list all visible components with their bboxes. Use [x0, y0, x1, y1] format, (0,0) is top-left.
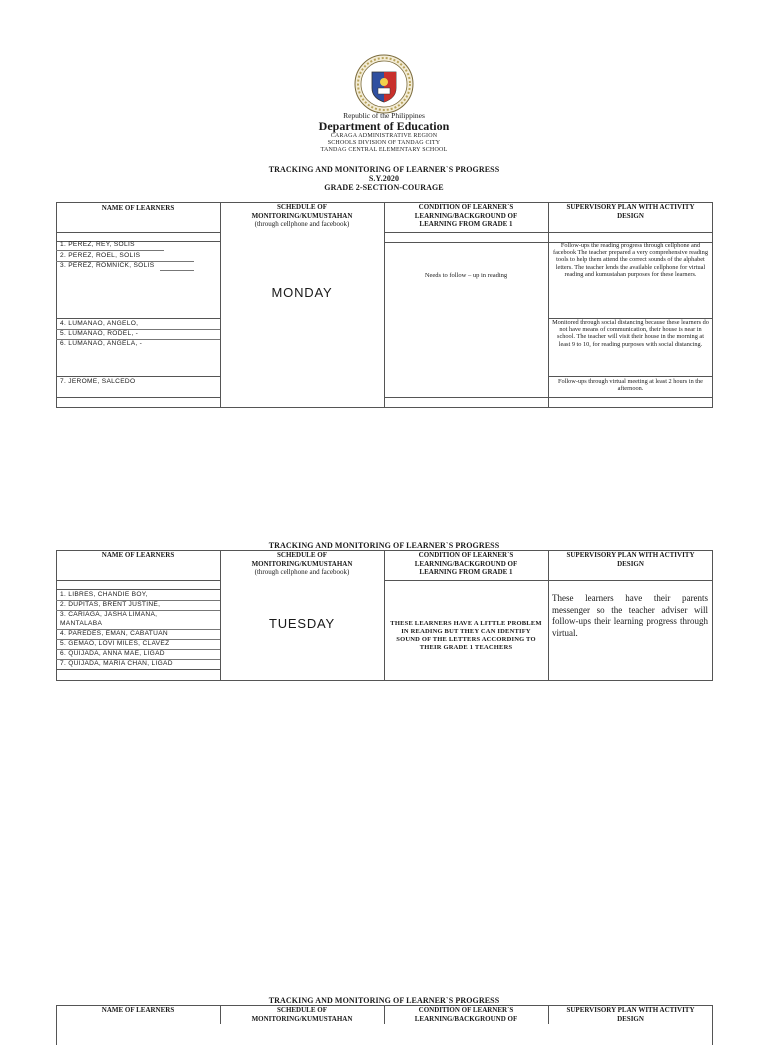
learner-name: 6. QUIJADA, ANNA MAE, LIGAD — [60, 650, 165, 657]
doc-title-2: TRACKING AND MONITORING OF LEARNER`S PROGRESS — [268, 541, 500, 550]
region-line: CARAGA ADMINISTRATIVE REGION — [330, 133, 438, 139]
monday-plan-2: Monitored through social distancing because these learners do not have means of communication, their house is near in school. The teacher will visit their house in the morning at least 9 to 10, for reading purposes with social distancing. — [552, 319, 709, 348]
school-year: S.Y.2020 — [368, 174, 400, 183]
tuesday-plan: These learners have their parents messenger so the teacher adviser will follow-ups their learning progress through virtual. — [552, 593, 708, 638]
learner-name: 1. PEREZ, REY, SOLIS — [60, 241, 135, 248]
learner-name: 5. GEMAO, LOVI MILES, CLAVEZ — [60, 640, 170, 647]
division-line: SCHOOLS DIVISION OF TANDAG CITY — [327, 140, 441, 146]
learner-name: MANTALABA — [60, 620, 103, 627]
col-plan-header: SUPERVISORY PLAN WITH ACTIVITY DESIGN — [566, 1006, 695, 1023]
monday-plan-1: Follow-ups the reading progress through cellphone and facebook The teacher prepared a very comprehensive reading tools to help them attend the correct sounds of the alphabet letters. The teacher lends the available cellphone for virtual reading and kumustahan purposes for these learners. — [553, 242, 708, 278]
monday-label: MONDAY — [271, 285, 333, 300]
learner-name: 4. PAREDES, EMAN, CABATUAN — [60, 630, 168, 637]
monday-condition: Needs to follow – up in reading — [424, 272, 508, 279]
col-name-header: NAME OF LEARNERS — [101, 1006, 175, 1014]
doc-title-3: TRACKING AND MONITORING OF LEARNER`S PROGRESS — [268, 996, 500, 1005]
col-condition-header: CONDITION OF LEARNER`S LEARNING/BACKGROUND OF — [414, 1006, 518, 1023]
learner-name: 2. DUPITAS, BRENT JUSTINE, — [60, 601, 161, 608]
col-schedule-header: SCHEDULE OF MONITORING/KUMUSTAHAN (through cellphone and facebook) — [251, 551, 353, 576]
col-plan-header: SUPERVISORY PLAN WITH ACTIVITY DESIGN — [566, 203, 695, 220]
col-name-header: NAME OF LEARNERS — [101, 551, 175, 559]
col-schedule-header: SCHEDULE OF MONITORING/KUMUSTAHAN (through cellphone and facebook) — [251, 203, 353, 228]
learner-name: 7. QUIJADA, MARIA CHAN, LIGAD — [60, 660, 173, 667]
col-condition-header: CONDITION OF LEARNER`S LEARNING/BACKGROUND OF LEARNING FROM GRADE 1 — [414, 551, 518, 576]
col-name-header: NAME OF LEARNERS — [101, 204, 175, 212]
col-condition-header: CONDITION OF LEARNER`S LEARNING/BACKGROUND OF LEARNING FROM GRADE 1 — [414, 203, 518, 228]
school-line: TANDAG CENTRAL ELEMENTARY SCHOOL — [320, 147, 448, 153]
learner-name: 2. PEREZ, ROEL, SOLIS — [60, 252, 141, 259]
learner-name: 4. LUMANAO, ANGELO, — [60, 320, 139, 327]
learner-name: 3. CARIAGA, JASHA LIMANA, — [60, 611, 158, 618]
learner-name: 7. JEROME, SALCEDO — [60, 378, 136, 385]
tuesday-condition: THESE LEARNERS HAVE A LITTLE PROBLEM IN READING BUT THEY CAN IDENTIFY SOUND OF THE LETTERS ACCORDING TO THEIR GRADE 1 TEACHERS — [390, 620, 542, 651]
tuesday-label: TUESDAY — [268, 616, 336, 631]
learner-name: 1. LIBRES, CHANDIE BOY, — [60, 591, 148, 598]
col-plan-header: SUPERVISORY PLAN WITH ACTIVITY DESIGN — [566, 551, 695, 568]
learner-name: 3. PEREZ, ROMNICK, SOLIS — [60, 262, 155, 269]
department-name: Department of Education — [318, 119, 450, 133]
republic-line: Republic of the Philippines — [343, 111, 425, 120]
doc-title: TRACKING AND MONITORING OF LEARNER`S PROGRESS — [268, 165, 500, 174]
monday-plan-3: Follow-ups through virtual meeting at least 2 hours in the afternoon. — [558, 378, 703, 393]
learner-name: 5. LUMANAO, RODEL, - — [60, 330, 139, 337]
learner-name: 6. LUMANAO, ANGELA, - — [60, 340, 143, 347]
deped-seal — [354, 54, 414, 114]
grade-section: GRADE 2-SECTION-COURAGE — [324, 183, 444, 192]
col-schedule-header: SCHEDULE OF MONITORING/KUMUSTAHAN — [251, 1006, 353, 1023]
